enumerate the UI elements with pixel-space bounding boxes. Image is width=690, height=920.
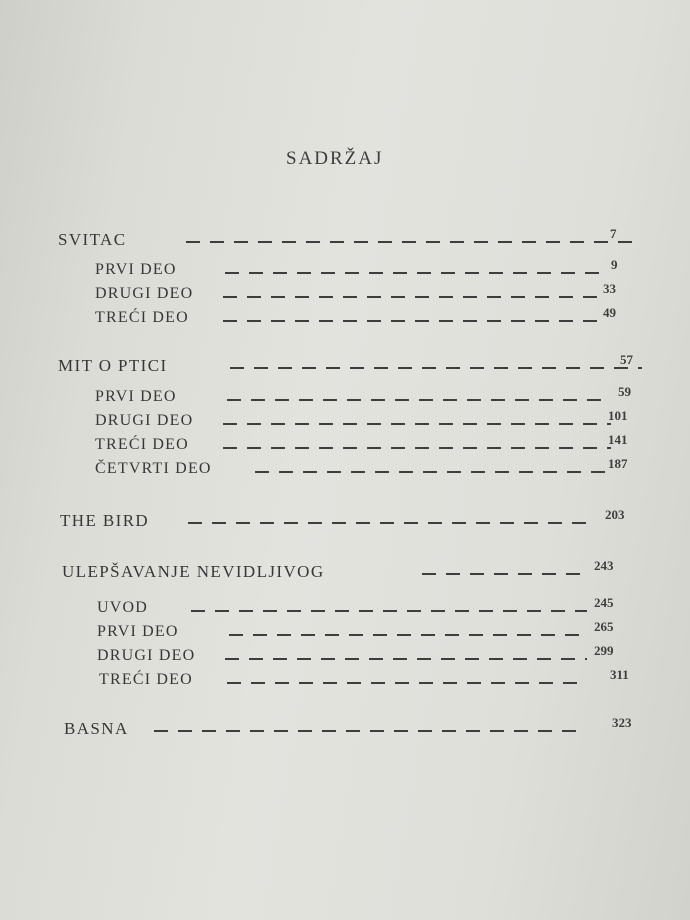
toc-entry-label: ULEPŠAVANJE NEVIDLJIVOG — [62, 562, 325, 581]
dotted-leader — [223, 447, 611, 449]
dotted-leader — [255, 471, 611, 473]
toc-entry-the-bird — [60, 507, 640, 535]
dotted-leader — [223, 296, 607, 298]
toc-entry-label: BASNA — [64, 719, 129, 738]
toc-title: SADRŽAJ — [286, 148, 384, 169]
toc-entry-label: MIT O PTICI — [58, 356, 168, 375]
toc-page-number: 323 — [612, 715, 632, 730]
toc-entry-label: ČETVRTI DEO — [95, 460, 212, 477]
toc-page-number: 7 — [610, 226, 617, 241]
toc-page-number: 245 — [594, 595, 614, 610]
toc-entry-label: PRVI DEO — [97, 623, 179, 640]
toc-entry-drugi-deo — [95, 281, 630, 309]
dotted-leader — [223, 320, 607, 322]
toc-page-number: 49 — [603, 305, 616, 320]
toc-entry-label: TREĆI DEO — [95, 436, 189, 453]
toc-entry-label: DRUGI DEO — [95, 285, 194, 302]
toc-page-number: 203 — [605, 507, 625, 522]
toc-entry-label: SVITAC — [58, 230, 127, 249]
toc-page-number: 57 — [620, 352, 633, 367]
toc-entry-drugi-deo — [97, 643, 640, 671]
toc-entry-uvod — [97, 595, 640, 623]
dotted-leader — [227, 682, 587, 684]
toc-entry-label: PRVI DEO — [95, 261, 177, 278]
toc-entry-label: TREĆI DEO — [99, 671, 193, 688]
dotted-leader — [422, 573, 588, 575]
toc-page-number: 141 — [608, 432, 628, 447]
toc-entry-basna — [64, 715, 644, 743]
toc-entry-label: DRUGI DEO — [97, 647, 196, 664]
toc-page-number: 101 — [608, 408, 628, 423]
dotted-leader — [229, 634, 587, 636]
toc-entry-drugi-deo — [95, 408, 635, 436]
toc-entry-prvi-deo — [95, 257, 630, 285]
toc-page-number: 265 — [594, 619, 614, 634]
toc-page-number: 59 — [618, 384, 631, 399]
toc-entry-mit-o-ptici — [58, 352, 633, 380]
toc-entry-label: UVOD — [97, 599, 149, 616]
dotted-leader — [227, 399, 611, 401]
toc-entry-label: PRVI DEO — [95, 388, 177, 405]
dotted-leader — [225, 658, 587, 660]
toc-entry-ulepsavanje-nevidljivog — [62, 558, 640, 586]
toc-entry-treci-deo — [99, 667, 640, 695]
dotted-leader — [191, 610, 587, 612]
dotted-leader — [225, 272, 607, 274]
toc-entry-cetvrti-deo — [95, 456, 635, 484]
toc-entry-label: THE BIRD — [60, 511, 150, 530]
dotted-leader — [230, 367, 642, 369]
toc-entry-label: DRUGI DEO — [95, 412, 194, 429]
toc-page-number: 187 — [608, 456, 628, 471]
dotted-leader — [188, 522, 586, 524]
toc-page-number: 243 — [594, 558, 614, 573]
dotted-leader — [223, 423, 611, 425]
toc-page-number: 311 — [610, 667, 629, 682]
toc-entry-prvi-deo — [95, 384, 635, 412]
toc-entry-treci-deo — [95, 305, 630, 333]
toc-entry-prvi-deo — [97, 619, 640, 647]
toc-page-number: 9 — [611, 257, 618, 272]
dotted-leader — [154, 730, 586, 732]
toc-entry-svitac — [58, 226, 628, 254]
toc-page-number: 33 — [603, 281, 616, 296]
toc-page-number: 299 — [594, 643, 614, 658]
toc-entry-treci-deo — [95, 432, 635, 460]
toc-entry-label: TREĆI DEO — [95, 309, 189, 326]
dotted-leader — [186, 241, 638, 243]
